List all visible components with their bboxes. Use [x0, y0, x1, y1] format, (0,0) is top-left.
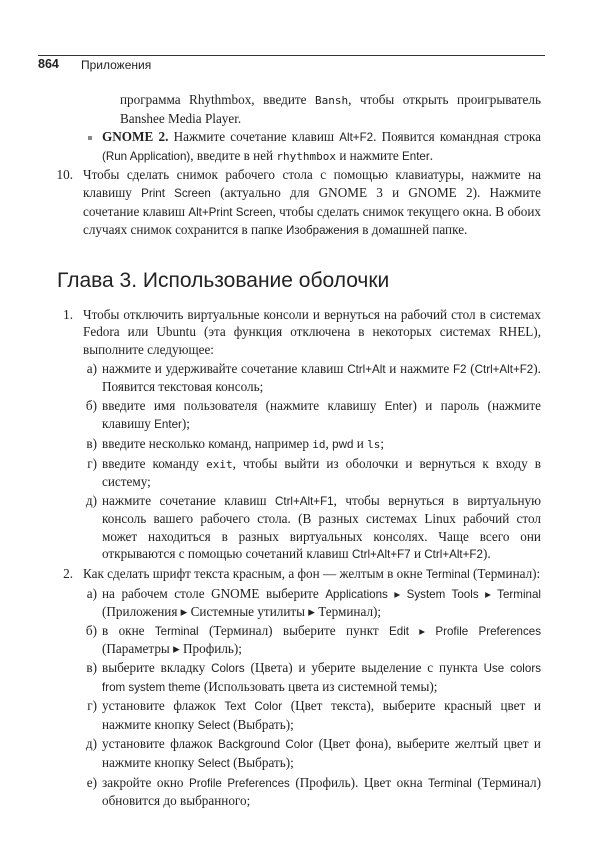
ui-term: Enter [384, 399, 413, 413]
list-item [86, 435, 541, 454]
text-run: , введите в ней [190, 147, 277, 163]
list-item [85, 622, 542, 658]
ui-term: Ctrl+Alt [347, 362, 386, 376]
text-run: введите команду [102, 455, 207, 471]
text-run: (Профиль). Цвет окна [289, 774, 429, 790]
list-marker: г) [87, 698, 97, 714]
text-run: Чтобы отключить виртуальные консоли и вернуться на рабочий стол в системах Fedora или Ubuntu (эта функция отключена в некоторых системах RHEL), выполните следующее: [83, 306, 541, 357]
bullet-icon [88, 136, 92, 140]
text-run: (Цвет фона), выберите желтый цвет и нажмите кнопку [102, 736, 541, 770]
header-rule [38, 55, 545, 56]
list-marker: в) [86, 435, 97, 451]
text-run: установите флажок [102, 736, 219, 752]
ui-term: Enter [154, 418, 182, 432]
ui-term: Colors [211, 662, 245, 676]
text-run: . Появится командная строка [373, 129, 541, 145]
text-run: ) и пароль (нажмите клавишу [102, 397, 541, 432]
text-run: в домашней папке. [358, 222, 468, 238]
text-run: выберите вкладку [102, 660, 212, 676]
bold-text: GNOME 2. [102, 129, 169, 145]
text-run: ; [380, 435, 384, 451]
text-run: , [325, 435, 333, 451]
list-marker: г) [87, 455, 97, 471]
ui-term: Enter [402, 149, 430, 163]
list-marker: д) [85, 492, 97, 508]
text-run: (Терминал): [469, 566, 541, 582]
page-number: 864 [38, 57, 59, 71]
list-item [86, 360, 541, 396]
list-item [86, 585, 541, 621]
list-item [87, 455, 541, 491]
chapter-title: Глава 3. Использование оболочки [57, 268, 390, 292]
text-run: (Цвета) и уберите выделение с пункта [244, 660, 484, 676]
text-run: (Параметры ▸ Профиль); [102, 641, 242, 657]
code-text: rhythmbox [276, 149, 337, 163]
text-run: и нажмите [385, 360, 453, 376]
list-item [87, 697, 541, 734]
ui-term: Select [197, 757, 230, 770]
list-item [85, 735, 541, 772]
list-item [85, 492, 541, 564]
ui-term: Ctrl+Alt+F7 [352, 548, 411, 562]
text-run: (Приложения ▸ Системные утилиты ▸ Терминал); [102, 604, 382, 620]
ui-term: Alt+F2 [339, 131, 374, 145]
ui-term: (Run Application) [102, 149, 191, 163]
ui-term: Background Color [218, 738, 314, 752]
text-run: ); [181, 416, 190, 432]
text-run: и нажмите [336, 147, 403, 163]
ui-term: Use colors from system theme [102, 662, 541, 694]
ui-term: Print Screen [141, 186, 211, 200]
text-run: Чтобы сделать снимок рабочего стола с помощью клавиатуры, нажмите на клавишу [83, 167, 541, 200]
text-run: (Выбрать); [229, 716, 294, 732]
ui-term: F2 [452, 362, 467, 376]
list-marker: д) [85, 736, 97, 752]
list-marker: а) [86, 360, 97, 376]
text-run: (Терминал) выберите пункт [198, 622, 390, 638]
list-item [86, 659, 541, 696]
code-text: id [312, 437, 326, 451]
text-run: (Использовать цвета из системной темы); [200, 678, 438, 694]
ui-term: Profile Preferences [189, 776, 290, 790]
text-run: введите несколько команд, например [102, 435, 313, 451]
text-run: , чтобы вернуться в виртуальную консоль вашего рабочего стола. (В разных системах Linux рабочий стол может находиться в разных виртуальных консолях. Чаще всего они открываются с помощью сочетаний клавиш [102, 492, 541, 562]
ui-term: Text Color [224, 700, 283, 714]
ui-term: Alt+Print Screen [188, 205, 273, 219]
list-item [120, 91, 541, 127]
text-run: введите имя пользователя (нажмите клавишу [102, 397, 385, 413]
ui-term: Terminal [154, 624, 199, 638]
list-marker: 2. [63, 566, 73, 582]
list-marker: е) [86, 774, 97, 790]
ui-term: pwd [332, 437, 354, 451]
text-run: ). Появится текстовая консоль; [102, 360, 541, 395]
ui-term: Ctrl+Alt+F1 [274, 494, 334, 508]
list-marker: а) [86, 585, 97, 601]
text-run: (актуально для GNOME 3 и GNOME 2). Нажмите сочетание клавиш [83, 184, 542, 219]
ui-term: Edit ▸ Profile Preferences [389, 624, 542, 638]
text-run: нажмите и удерживайте сочетание клавиш [102, 360, 348, 376]
ui-term: Terminal [428, 776, 472, 790]
list-marker: б) [85, 397, 97, 413]
ui-term: Ctrl+Alt+F2 [474, 362, 534, 376]
text-run: в окне [102, 622, 155, 638]
ui-term: Select [197, 718, 230, 732]
code-text: ls [367, 437, 381, 451]
text-run: ). [482, 546, 491, 562]
text-run: установите флажок [102, 698, 225, 714]
text-run: , чтобы сделать снимок текущего окна. В обоих случаях снимок сохранится в папке [83, 203, 541, 238]
text-run: Как сделать шрифт текста красным, а фон — желтым в окне [83, 566, 426, 582]
running-title: Приложения [81, 58, 152, 72]
text-run: ( [466, 360, 475, 376]
list-item [63, 306, 541, 359]
ui-term: Applications ▸ System Tools ▸ Terminal [325, 587, 541, 601]
list-item [85, 397, 541, 434]
text-run: . [429, 147, 434, 163]
ui-term: Terminal [425, 568, 470, 582]
text-run: нажмите сочетание клавиш [102, 492, 275, 508]
ui-term: Изображения [286, 224, 359, 238]
list-marker: 10. [56, 167, 73, 183]
code-text: exit [206, 457, 233, 471]
text-run: и [353, 435, 368, 451]
text-run: , чтобы выйти из оболочки и вернуться к входу в систему; [102, 455, 541, 490]
text-run: Нажмите сочетание клавиш [168, 129, 340, 145]
list-item [56, 166, 542, 239]
list-item [86, 774, 541, 810]
text-run: (Выбрать); [229, 755, 294, 770]
list-marker: 1. [63, 306, 73, 322]
text-run: (Терминал) обновится до выбранного; [102, 774, 541, 809]
code-text: Bansh [315, 94, 349, 107]
text-run: , чтобы открыть проигрыватель Banshee Media Player. [120, 92, 541, 126]
list-marker: в) [86, 660, 97, 676]
list-item [63, 565, 541, 584]
list-item [102, 128, 541, 165]
text-run: на рабочем столе GNOME выберите [102, 585, 326, 601]
text-run: (Цвет текста), выберите красный цвет и нажмите кнопку [102, 698, 541, 732]
list-marker: б) [85, 622, 97, 638]
text-run: закройте окно [102, 774, 190, 790]
text-run: программа Rhythmbox, введите [120, 92, 315, 107]
ui-term: Ctrl+Alt+F2 [424, 548, 483, 562]
text-run: и [410, 546, 425, 562]
page-body [0, 91, 600, 811]
